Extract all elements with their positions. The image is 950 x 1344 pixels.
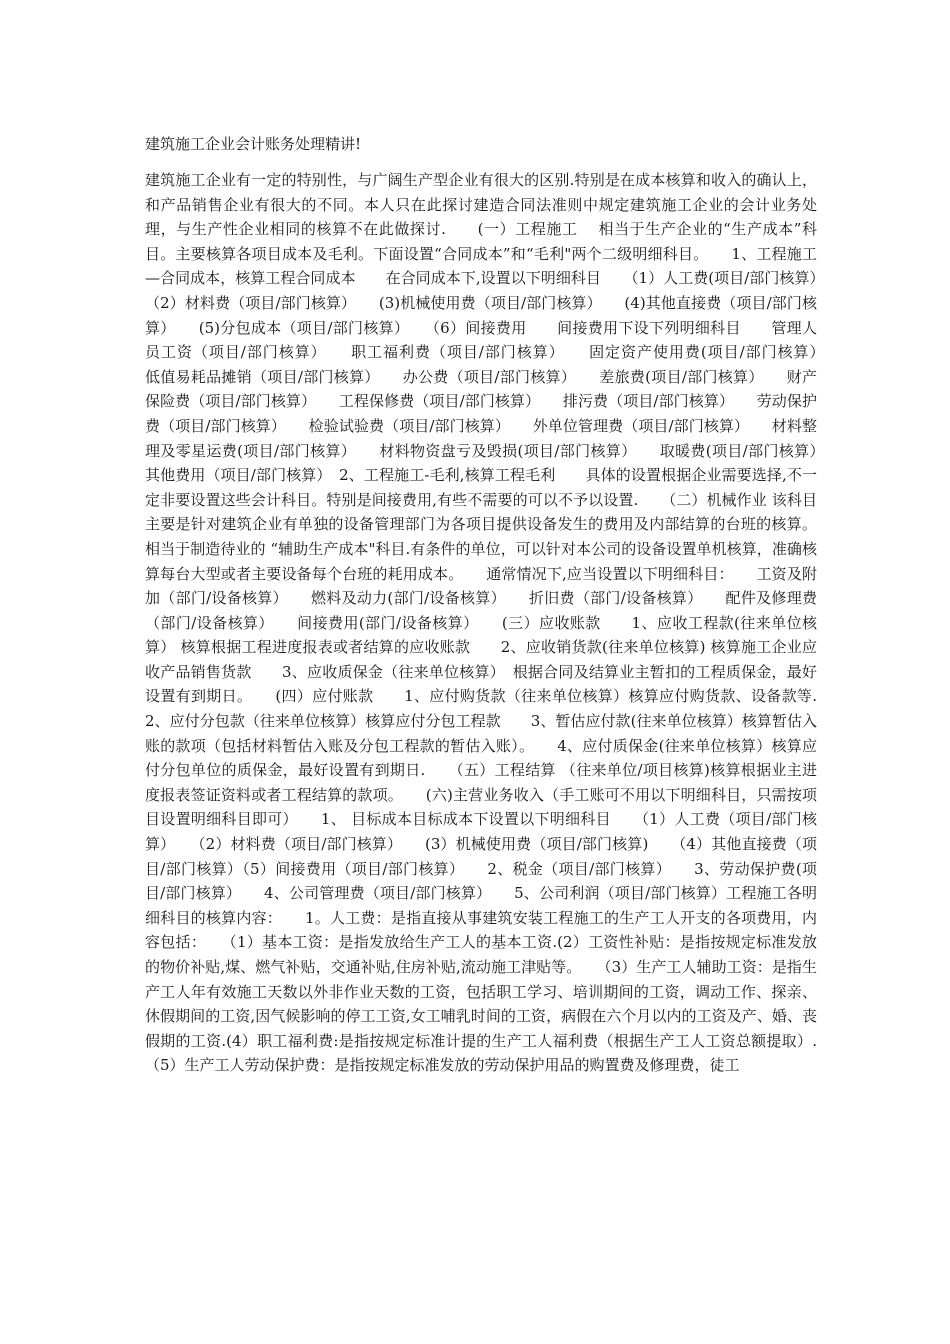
document-page <box>145 132 848 1078</box>
document-title: 建筑施工企业会计账务处理精讲! <box>145 135 362 153</box>
document-body: 建筑施工企业有一定的特别性，与广阔生产型企业有很大的区别.特别是在成本核算和收入的确认上，和产品销售企业有很大的不同。本人只在此探讨建造合同法准则中规定建筑施工企业的会计业务处理，与生产性企业相同的核算不在此做探讨. (一）工程施工 相当于生产企业的“生产成本”科目。主要核算各项目成本及毛利。下面设置“合同成本”和“毛利"两个二级明细科目。 1、工程施工—合同成本，核算工程合同成本 在合同成本下,设置以下明细科目 （1）人工费(项目/部门核算） （2）材料费（项目/部门核算） (3)机械使用费（项目/部门核算） (4)其他直接费（项目/部门核算） (5)分包成本（项目/部门核算） （6）间接费用 间接费用下设下列明细科目 管理人员工资（项目/部门核算） 职工福利费（项目/部门核算） 固定资产使用费(项目/部门核算） 低值易耗品摊销（项目/部门核算） 办公费（项目/部门核算） 差旅费(项目/部门核算） 财产保险费（项目/部门核算） 工程保修费（项目/部门核算） 排污费（项目/部门核算） 劳动保护费（项目/部门核算） 检验试验费（项目/部门核算） 外单位管理费（项目/部门核算） 材料整理及零星运费(项目/部门核算） 材料物资盘亏及毁损(项目/部门核算） 取暖费(项目/部门核算） 其他费用（项目/部门核算） 2、工程施工-毛利,核算工程毛利 具体的设置根据企业需要选择,不一定非要设置这些会计科目。特别是间接费用,有些不需要的可以不予以设置. （二）机械作业 该科目主要是针对建筑企业有单独的设备管理部门为各项目提供设备发生的费用及内部结算的台班的核算。相当于制造待业的 “辅助生产成本"科目.有条件的单位，可以针对本公司的设备设置单机核算，准确核算每台大型或者主要设备每个台班的耗用成本。 通常情况下,应当设置以下明细科目： 工资及附加（部门/设备核算） 燃料及动力(部门/设备核算） 折旧费（部门/设备核算） 配件及修理费（部门/设备核算） 间接费用(部门/设备核算） (三）应收账款 1、应收工程款(往来单位核算） 核算根据工程进度报表或者结算的应收账款 2、应收销货款(往来单位核算) 核算施工企业应收产品销售货款 3、应收质保金（往来单位核算） 根据合同及结算业主暂扣的工程质保金，最好设置有到期日。 (四）应付账款 1、应付购货款（往来单位核算）核算应付购货款、设备款等. 2、应付分包款（往来单位核算）核算应付分包工程款 3、暂估应付款(往来单位核算）核算暂估入账的款项（包括材料暂估入账及分包工程款的暂估入账）。 4、应付质保金(往来单位核算）核算应付分包单位的质保金，最好设置有到期日. （五）工程结算 （往来单位/项目核算)核算根据业主进度报表签证资料或者工程结算的款项。 (六)主营业务收入（手工账可不用以下明细科目，只需按项目设置明细科目即可） 1、 目标成本目标成本下设置以下明细科目 （1）人工费（项目/部门核算） （2）材料费（项目/部门核算） (3）机械使用费（项目/部门核算) （4）其他直接费（项目/部门核算）（5）间接费用（项目/部门核算） 2、税金（项目/部门核算） 3、劳动保护费(项目/部门核算） 4、公司管理费（项目/部门核算） 5、公司利润（项目/部门核算）工程施工各明细科目的核算内容： 1。人工费：是指直接从事建筑安装工程施工的生产工人开支的各项费用，内容包括： （1）基本工资：是指发放给生产工人的基本工资.(2）工资性补贴：是指按规定标准发放的物价补贴,煤、燃气补贴，交通补贴,住房补贴,流动施工津贴等。 （3）生产工人辅助工资：是指生产工人年有效施工天数以外非作业天数的工资，包括职工学习、培训期间的工资，调动工作、探亲、休假期间的工资,因气候影响的停工工资,女工哺乳时间的工资，病假在六个月以内的工资及产、婚、丧假期的工资.(4）职工福利费:是指按规定标准计提的生产工人福利费（根据生产工人工资总额提取）.（5）生产工人劳动保护费：是指按规定标准发放的劳动保护用品的购置费及修理费，徒工 <box>145 171 848 1075</box>
